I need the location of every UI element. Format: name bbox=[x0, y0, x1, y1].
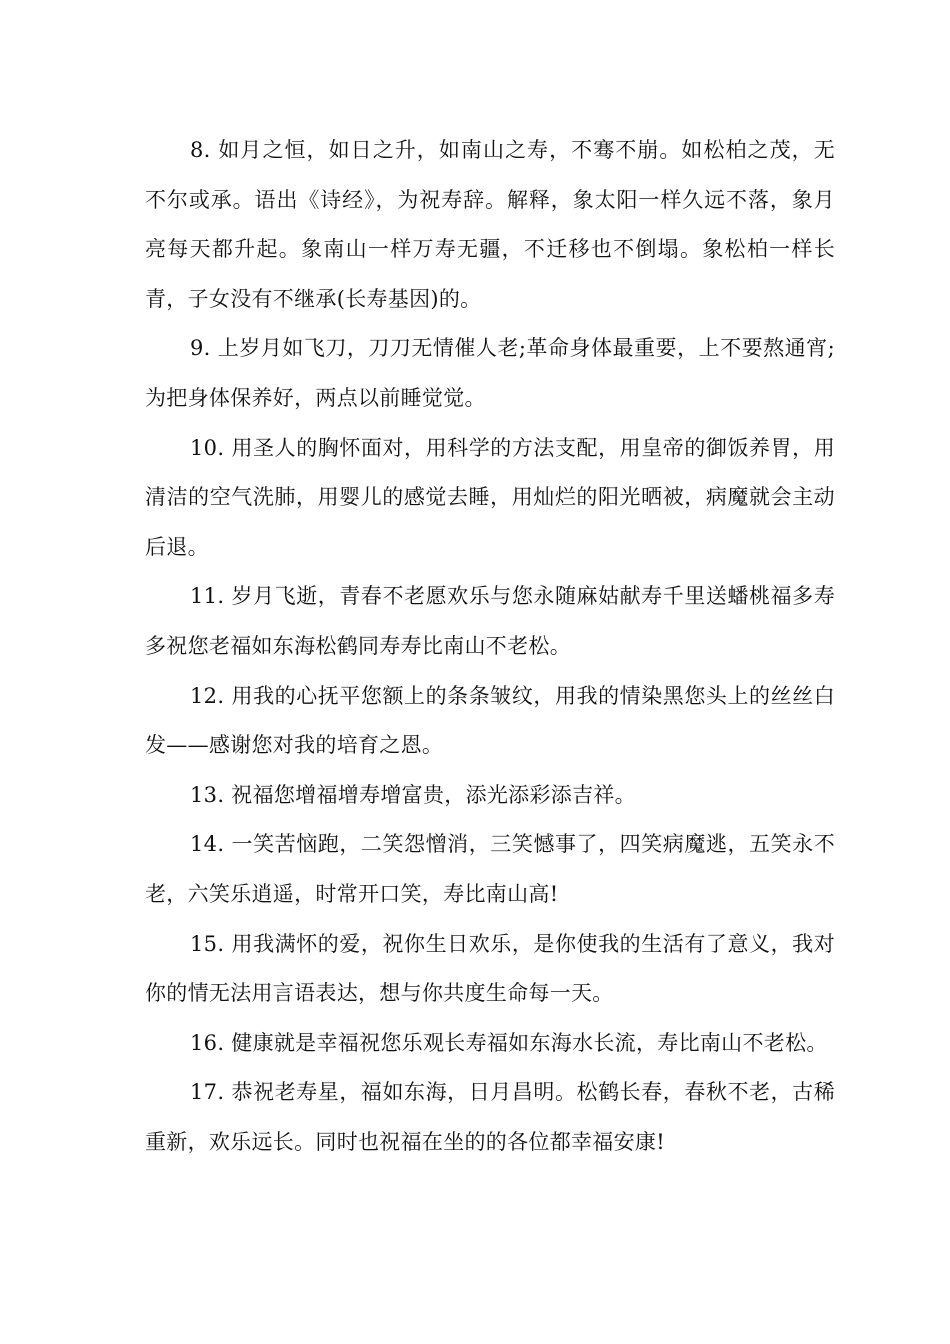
paragraph-8: 8. 如月之恒，如日之升，如南山之寿，不骞不崩。如松柏之茂，无不尔或承。语出《诗经》，为祝寿辞。解释，象太阳一样久远不落，象月亮每天都升起。象南山一样万寿无疆，不迁移也不倒塌。象松柏一样长青，子女没有不继承(长寿基因)的。 bbox=[145, 138, 835, 311]
paragraph-16: 16. 健康就是幸福祝您乐观长寿福如东海水长流，寿比南山不老松。 bbox=[190, 1030, 828, 1055]
paragraph-9: 9. 上岁月如飞刀，刀刀无情催人老;革命身体最重要，上不要熬通宵;为把身体保养好，两点以前睡觉觉。 bbox=[145, 336, 835, 410]
paragraph-17: 17. 恭祝老寿星，福如东海，日月昌明。松鹤长春，春秋不老，古稀重新，欢乐远长。同时也祝福在坐的的各位都幸福安康! bbox=[145, 1080, 835, 1154]
document-body bbox=[145, 126, 835, 1167]
paragraph-13: 13. 祝福您增福增寿增富贵，添光添彩添吉祥。 bbox=[190, 782, 636, 807]
paragraph-14: 14. 一笑苦恼跑，二笑怨憎消，三笑憾事了，四笑病魔逃，五笑永不老，六笑乐逍遥，时常开口笑，寿比南山高! bbox=[145, 832, 835, 906]
paragraph-15: 15. 用我满怀的爱，祝你生日欢乐，是你使我的生活有了意义，我对你的情无法用言语表达，想与你共度生命每一天。 bbox=[145, 931, 835, 1006]
paragraph-10: 10. 用圣人的胸怀面对，用科学的方法支配，用皇帝的御饭养胃，用清洁的空气洗肺，用婴儿的感觉去睡，用灿烂的阳光晒被，病魔就会主动后退。 bbox=[145, 435, 835, 559]
paragraph-12: 12. 用我的心抚平您额上的条条皱纹，用我的情染黑您头上的丝丝白发——感谢您对我的培育之恩。 bbox=[145, 683, 835, 758]
paragraph-11: 11. 岁月飞逝，青春不老愿欢乐与您永随麻姑献寿千里送蟠桃福多寿多祝您老福如东海松鹤同寿寿比南山不老松。 bbox=[145, 584, 835, 658]
